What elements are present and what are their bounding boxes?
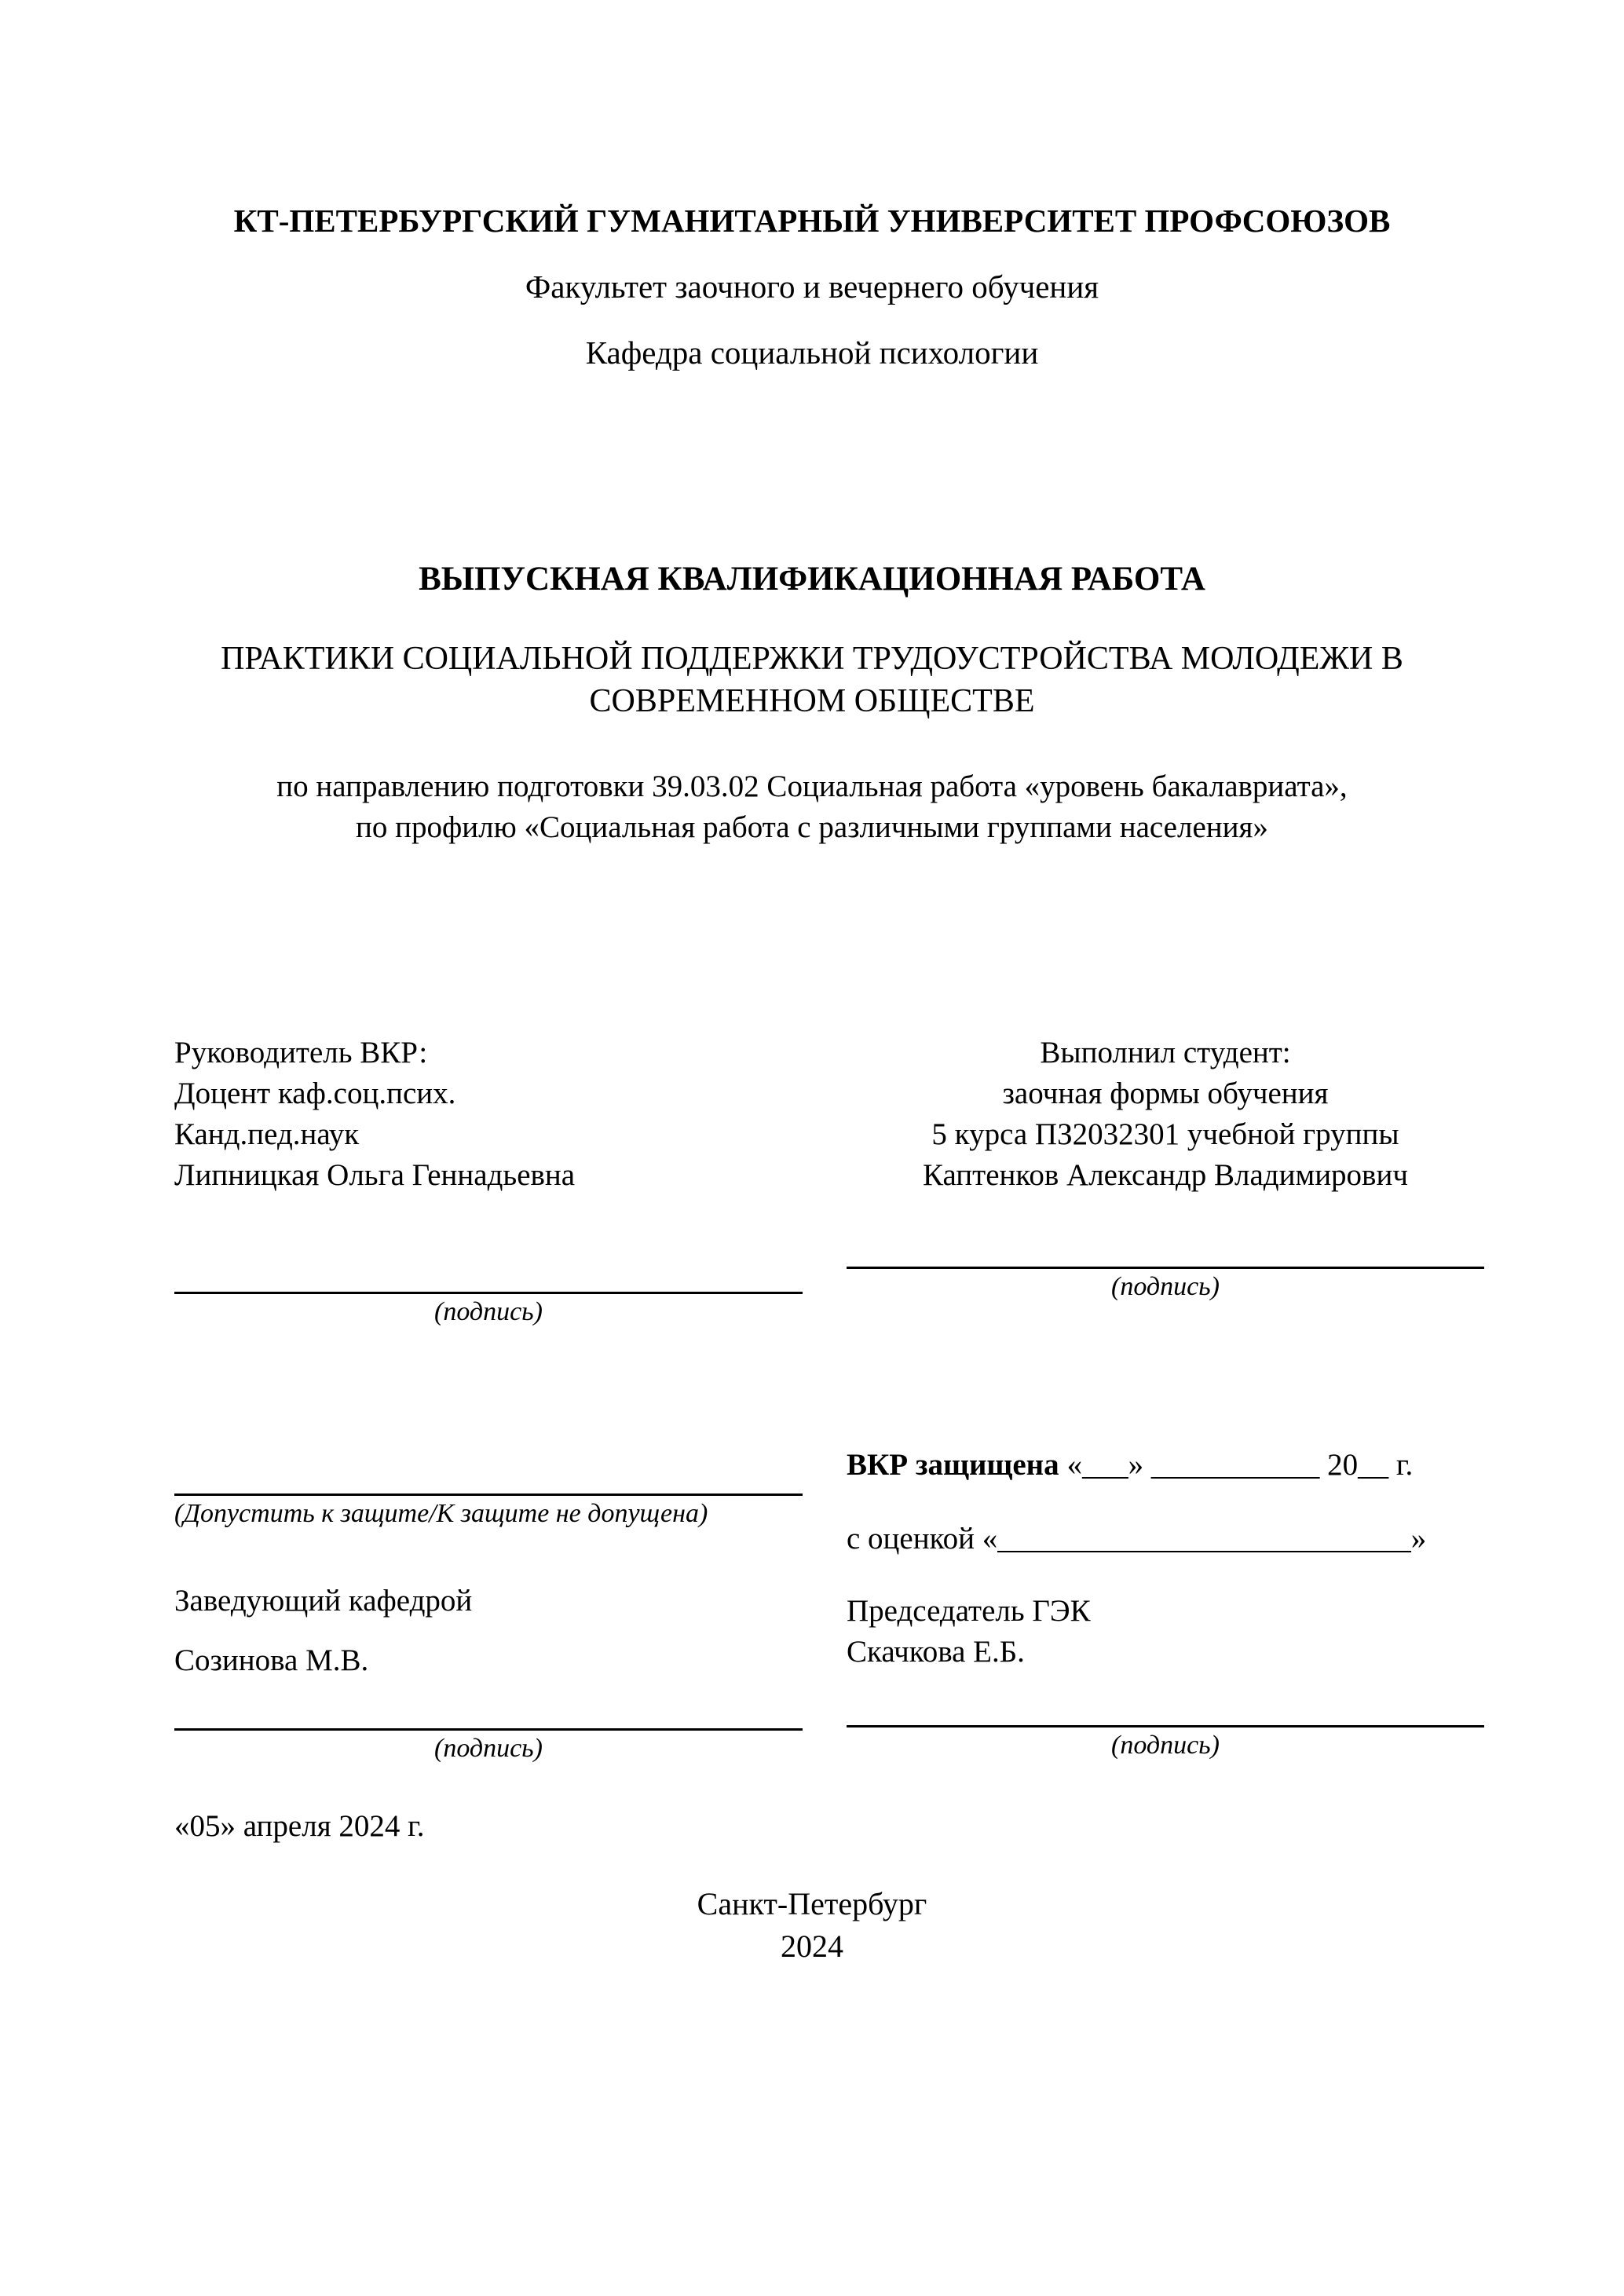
department-head-role: Заведующий кафедрой [174,1584,473,1618]
defense-date-line [847,1445,1484,1486]
document-header [0,198,1624,396]
supervisor-name: Липницкая Ольга Геннадьевна [174,1158,576,1192]
admission-caption: (Допустить к защите/К защите не допущена) [174,1499,708,1528]
student-heading: Выполнил студент: [1040,1036,1291,1069]
direction-line2: по профилю «Социальная работа с различными группами населения» [356,810,1268,844]
footer-year: 2024 [781,1929,843,1964]
direction-line1: по направлению подготовки 39.03.02 Социальная работа «уровень бакалавриата», [276,770,1348,803]
student-name: Каптенков Александр Владимирович [923,1158,1408,1192]
gek-chair-role: Председатель ГЭК [847,1594,1091,1628]
thesis-topic-line1: ПРАКТИКИ СОЦИАЛЬНОЙ ПОДДЕРЖКИ ТРУДОУСТРОЙСТВА МОЛОДЕЖИ В [221,641,1403,677]
student-signature-caption: (подпись) [1111,1272,1220,1301]
university-name: КТ-ПЕТЕРБУРГСКИЙ ГУМАНИТАРНЫЙ УНИВЕРСИТЕТ ПРОФСОЮЗОВ [233,203,1391,239]
document-footer [0,1883,1624,1968]
thesis-topic-line2: СОВРЕМЕННОМ ОБЩЕСТВЕ [589,683,1035,719]
supervisor-degree: Канд.пед.наук [174,1117,360,1151]
work-type-title: ВЫПУСКНАЯ КВАЛИФИКАЦИОННАЯ РАБОТА [419,561,1205,598]
study-direction [94,766,1530,848]
supervisor-position: Доцент каф.соц.псих. [174,1077,456,1110]
admission-date: «05» апреля 2024 г. [174,1809,425,1843]
student-group: 5 курса ПЗ2032301 учебной группы [931,1117,1399,1151]
footer-city: Санкт-Петербург [697,1886,927,1921]
supervisor-signature-caption: (подпись) [434,1297,543,1326]
gek-chair-name: Скачкова Е.Б. [847,1635,1025,1669]
student-study-form: заочная формы обучения [1002,1077,1329,1110]
student-column [847,1033,1484,1764]
department-name: Кафедра социальной психологии [585,335,1039,371]
thesis-topic [94,638,1530,722]
department-head-name: Созинова М.В. [174,1643,369,1677]
defense-date-blanks: «___» ___________ 20__ г. [1066,1448,1414,1482]
defense-grade-line: с оценкой «___________________________» [847,1522,1427,1556]
faculty-name: Факультет заочного и вечернего обучения [525,269,1099,305]
supervisor-role: Руководитель ВКР: [174,1036,428,1069]
gek-chair-signature-caption: (подпись) [1111,1731,1220,1760]
defense-date-label: ВКР защищена [847,1448,1059,1482]
supervisor-column [174,1033,803,1847]
department-head-signature-caption: (подпись) [434,1734,543,1763]
